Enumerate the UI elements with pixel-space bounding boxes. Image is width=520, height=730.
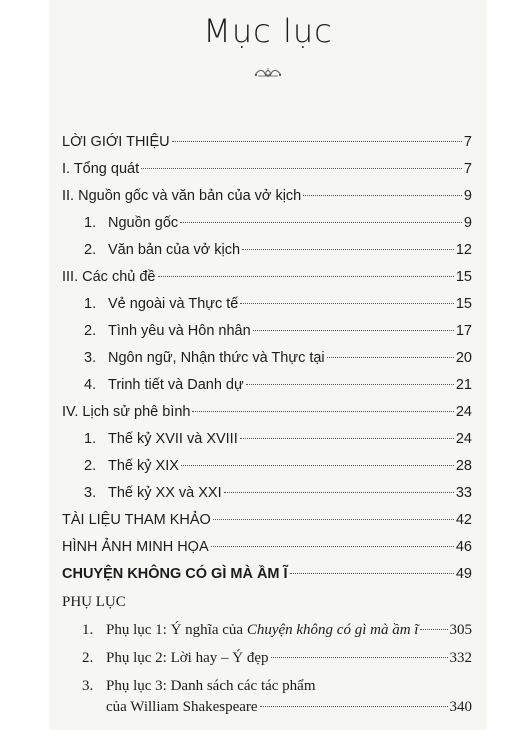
leader-dots (141, 168, 462, 169)
toc-entry-number: 1. (84, 431, 97, 447)
appendix-item-page: 305 (449, 622, 472, 638)
appendix-item[interactable] (82, 678, 472, 716)
leader-dots (192, 411, 453, 412)
book-page (50, 0, 486, 730)
toc-entry-label: IV. Lịch sử phê bình (62, 404, 191, 420)
appendix-item-page: 340 (449, 699, 472, 715)
toc-entry-page: 28 (455, 458, 472, 474)
toc-entry-label: Thế kỷ XIX (108, 458, 179, 474)
toc-subentry[interactable] (84, 377, 472, 393)
toc-entry-label: LỜI GIỚI THIỆU (62, 134, 170, 150)
page-title: Mục lục (203, 12, 333, 50)
toc-entry-page: 17 (455, 323, 472, 339)
toc-entry-label: I. Tổng quát (62, 161, 140, 177)
toc-entry-label: Văn bản của vở kịch (108, 242, 241, 258)
ornament-icon (253, 65, 283, 79)
toc-entry-label: Ngôn ngữ, Nhận thức và Thực tại (108, 350, 325, 366)
toc-entry-page: 20 (455, 350, 472, 366)
leader-dots (240, 438, 454, 439)
toc-entry-page: 24 (455, 431, 472, 447)
leader-dots (181, 465, 454, 466)
toc-entry-label: HÌNH ẢNH MINH HỌA (62, 539, 209, 555)
appendix-item-number: 3. (82, 678, 94, 694)
toc-entry-page: 42 (455, 512, 472, 528)
toc-entry-label: II. Nguồn gốc và văn bản của vở kịch (62, 188, 302, 204)
leader-dots (158, 276, 454, 277)
appendix-heading[interactable] (62, 594, 472, 611)
leader-dots (303, 195, 462, 196)
toc-entry-page: 12 (455, 242, 472, 258)
toc-entry-page: 49 (455, 566, 472, 582)
toc-entry-page: 24 (455, 404, 472, 420)
toc-entry[interactable] (62, 404, 472, 420)
appendix-item-label: Phụ lục 1: Ý nghĩa của (106, 622, 247, 638)
toc-subentry[interactable] (84, 323, 472, 339)
appendix-item[interactable] (82, 650, 472, 667)
toc-entry-number: 2. (84, 242, 97, 258)
toc-entry-page: 15 (455, 269, 472, 285)
toc-subentry[interactable] (84, 242, 472, 258)
toc-entry-page: 21 (455, 377, 472, 393)
appendix-item-label: Phụ lục 2: Lời hay – Ý đẹp (106, 650, 269, 666)
toc-subentry[interactable] (84, 215, 472, 231)
leader-dots (246, 384, 454, 385)
toc-entry[interactable] (62, 134, 472, 150)
toc-entry-label: Tình yêu và Hôn nhân (108, 323, 251, 339)
toc-entry-label: III. Các chủ đề (62, 269, 156, 285)
toc-entry-number: 3. (84, 485, 97, 501)
toc-entry-number: 2. (84, 323, 97, 339)
toc-entry-number: 1. (84, 215, 97, 231)
appendix-item-label-line2: của William Shakespeare (106, 699, 258, 715)
toc-entry[interactable] (62, 161, 472, 177)
toc-entry-page: 9 (463, 188, 472, 204)
toc-entry-label: Trinh tiết và Danh dự (108, 377, 244, 393)
leader-dots (260, 706, 448, 707)
toc-entry-page: 15 (455, 296, 472, 312)
toc-entry-number: 2. (84, 458, 97, 474)
leader-dots (240, 303, 454, 304)
toc-entry[interactable] (62, 269, 472, 285)
leader-dots (253, 330, 454, 331)
toc-subentry[interactable] (84, 485, 472, 501)
toc-entry-label: TÀI LIỆU THAM KHẢO (62, 512, 211, 528)
toc-subentry[interactable] (84, 431, 472, 447)
toc-entry-label: Nguồn gốc (108, 215, 179, 231)
toc-entry[interactable] (62, 539, 472, 555)
leader-dots (224, 492, 454, 493)
toc-subentry[interactable] (84, 296, 472, 312)
appendix-item-page: 332 (449, 650, 472, 666)
leader-dots (242, 249, 454, 250)
toc-subentry[interactable] (84, 350, 472, 366)
toc-entry-page: 33 (455, 485, 472, 501)
toc-entry-page: 7 (463, 161, 472, 177)
leader-dots (180, 222, 462, 223)
leader-dots (327, 357, 454, 358)
toc-entry-label: Thế kỷ XVII và XVIII (108, 431, 238, 447)
leader-dots (211, 546, 454, 547)
leader-dots (420, 629, 447, 630)
appendix-item-number: 2. (82, 650, 94, 666)
toc-subentry[interactable] (84, 458, 472, 474)
toc-entry-page: 7 (463, 134, 472, 150)
leader-dots (213, 519, 454, 520)
toc-entry-main-play[interactable] (62, 566, 472, 582)
toc-entry-label: Thế kỷ XX và XXI (108, 485, 222, 501)
toc-entry-number: 3. (84, 350, 97, 366)
appendix-item-number: 1. (82, 622, 94, 638)
toc-entry[interactable] (62, 188, 472, 204)
leader-dots (172, 141, 462, 142)
toc-entry[interactable] (62, 512, 472, 528)
leader-dots (290, 573, 454, 574)
toc-entry-label: CHUYỆN KHÔNG CÓ GÌ MÀ ẦM Ĩ (62, 566, 288, 582)
appendix-item[interactable] (82, 622, 472, 639)
appendix-item-title: Chuyện không có gì mà ầm ĩ (246, 622, 419, 638)
toc-entry-number: 4. (84, 377, 97, 393)
leader-dots (271, 657, 448, 658)
toc-entry-page: 46 (455, 539, 472, 555)
toc-entry-number: 1. (84, 296, 97, 312)
toc-entry-page: 9 (463, 215, 472, 231)
appendix-item-label: Phụ lục 3: Danh sách các tác phẩm (106, 678, 316, 694)
toc-entry-label: Vẻ ngoài và Thực tế (108, 296, 239, 312)
appendix-heading-label: PHỤ LỤC (62, 594, 126, 610)
